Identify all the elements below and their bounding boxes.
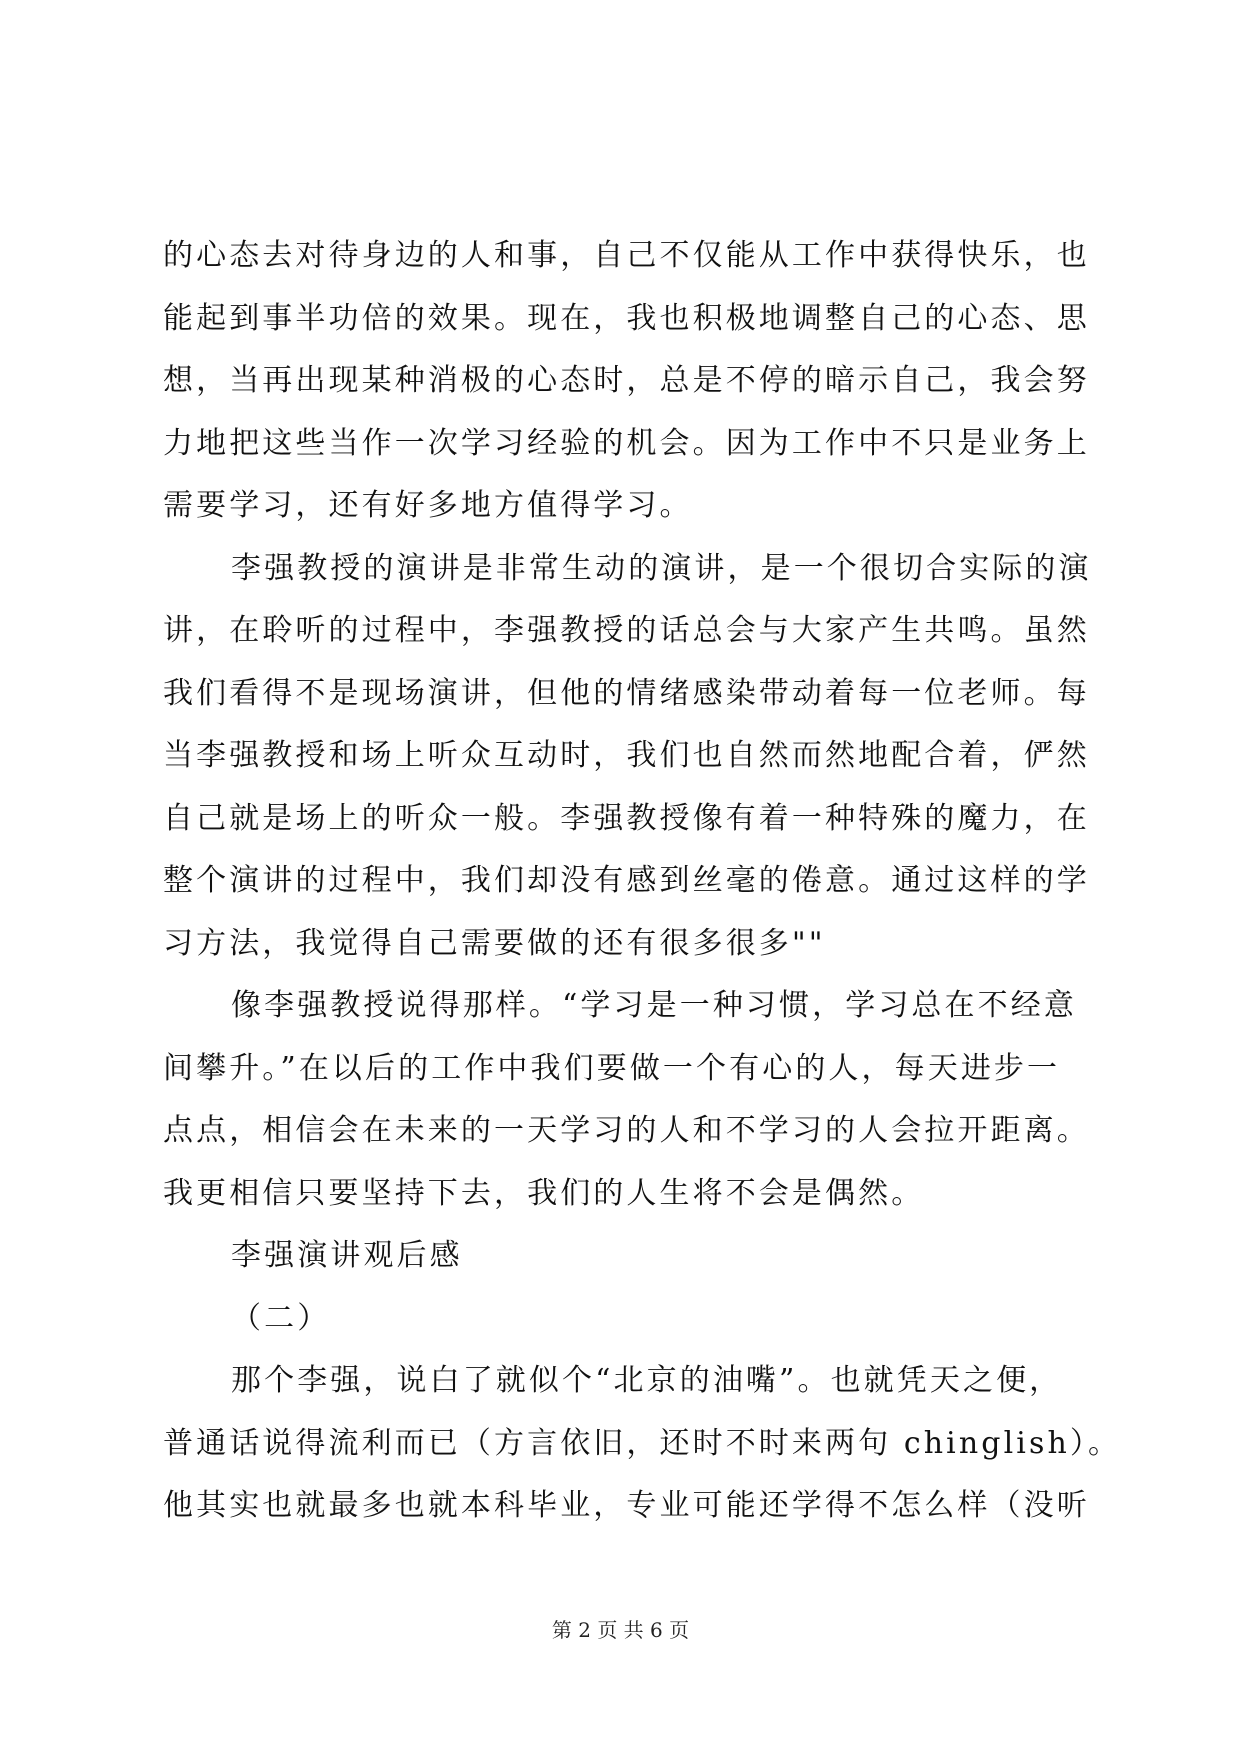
text-line: 我更相信只要坚持下去，我们的人生将不会是偶然。 [163,1175,925,1211]
section-title: 李强演讲观后感 [231,1238,463,1273]
text-line: 力地把这些当作一次学习经验的机会。因为工作中不只是业务上 [163,425,1090,461]
text-line: 能起到事半功倍的效果。现在，我也积极地调整自己的心态、思 [163,300,1090,336]
paragraph-start-line: 像李强教授说得那样。“学习是一种习惯，学习总在不经意 [231,988,1077,1023]
paragraph-start-line: 那个李强，说白了就似个“北京的油嘴”。也就凭天之便， [231,1363,1063,1398]
text-line: 整个演讲的过程中，我们却没有感到丝毫的倦意。通过这样的学 [163,863,1090,898]
text-line: 点点，相信会在未来的一天学习的人和不学习的人会拉开距离。 [163,1113,1090,1148]
page-footer: 第 2 页 共 6 页 [551,1618,690,1642]
text-line: 想，当再出现某种消极的心态时，总是不停的暗示自己，我会努 [163,363,1090,398]
paragraph-start-line: 李强教授的演讲是非常生动的演讲，是一个很切合实际的演 [231,550,1092,586]
text-line: 讲，在聆听的过程中，李强教授的话总会与大家产生共鸣。虽然 [163,613,1090,648]
text-line: 的心态去对待身边的人和事，自己不仅能从工作中获得快乐，也 [163,238,1090,273]
text-line: 自己就是场上的听众一般。李强教授像有着一种特殊的魔力，在 [163,800,1090,836]
text-line: 他其实也就最多也就本科毕业，专业可能还学得不怎么样（没听 [163,1488,1090,1523]
document-body [163,225,1122,1538]
text-line: 普通话说得流利而已（方言依旧，还时不时来两句 chinglish）。 [163,1425,1122,1461]
text-line: 间攀升。”在以后的工作中我们要做一个有心的人，每天进步一 [163,1050,1061,1086]
section-number: （二） [231,1300,331,1336]
text-line: 习方法，我觉得自己需要做的还有很多很多"" [163,925,826,961]
text-line: 需要学习，还有好多地方值得学习。 [163,488,693,523]
text-line: 当李强教授和场上听众互动时，我们也自然而然地配合着，俨然 [163,738,1090,773]
text-line: 我们看得不是现场演讲，但他的情绪感染带动着每一位老师。每 [163,675,1090,711]
